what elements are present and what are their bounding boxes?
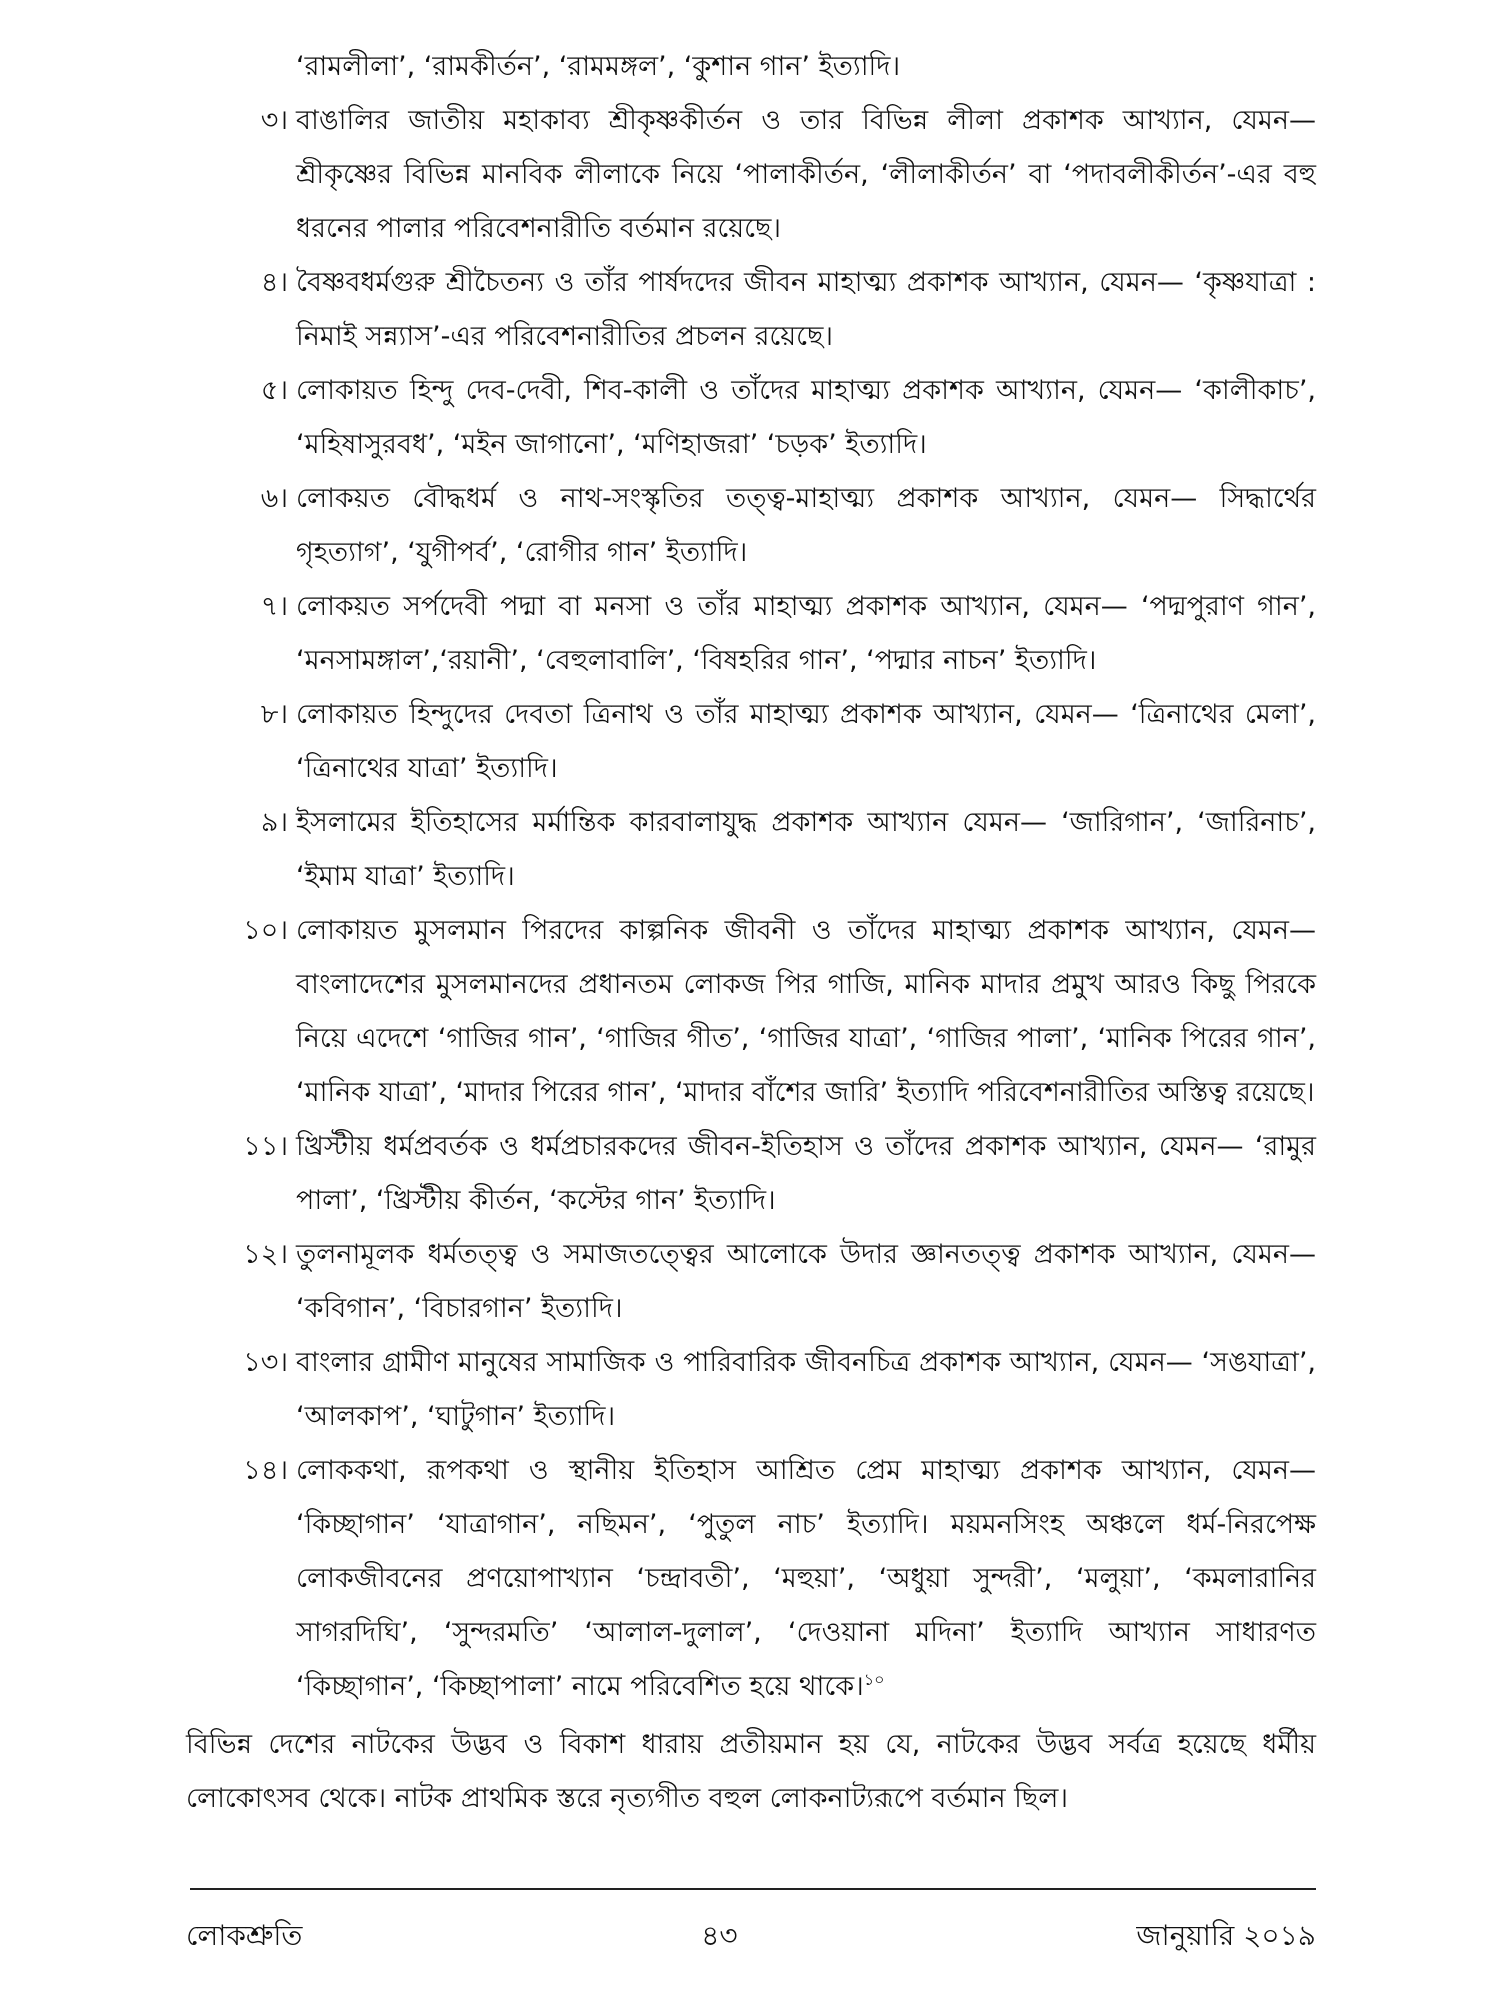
- list-item-number: ১২।: [243, 1239, 288, 1270]
- list-item: [186, 472, 1316, 580]
- list-item-text: লোকায়ত হিন্দু দেব-দেবী, শিব-কালী ও তাঁদের মাহাত্ম্য প্রকাশক আখ্যান, যেমন— ‘কালীকাচ’, ‘মহিষাসুরবধ’, ‘মইন জাগানো’, ‘মণিহাজরা’ ‘চড়ক’ ইত্যাদি।: [296, 375, 1316, 460]
- list-item: [186, 1444, 1316, 1714]
- closing-paragraph: বিভিন্ন দেশের নাটকের উদ্ভব ও বিকাশ ধারায় প্রতীয়মান হয় যে, নাটকের উদ্ভব সর্বত্র হয়েছে ধর্মীয় লোকোৎসব থেকে। নাটক প্রাথমিক স্তরে নৃত্যগীত বহুল লোকনাট্যরূপে বর্তমান ছিল।: [186, 1729, 1316, 1814]
- list-item-number: ৩।: [260, 105, 288, 136]
- list-item: [186, 94, 1316, 256]
- list-item-number: ৬।: [260, 483, 288, 514]
- list-item-text: খ্রিস্টীয় ধর্মপ্রবর্তক ও ধর্মপ্রচারকদের জীবন-ইতিহাস ও তাঁদের প্রকাশক আখ্যান, যেমন— ‘রামুর পালা’, ‘খ্রিস্টীয় কীর্তন, ‘কস্টের গান’ ইত্যাদি।: [296, 1131, 1316, 1216]
- list-item: [186, 364, 1316, 472]
- list-item-text: লোকয়ত সর্পদেবী পদ্মা বা মনসা ও তাঁর মাহাত্ম্য প্রকাশক আখ্যান, যেমন— ‘পদ্মপুরাণ গান’, ‘মনসামঙ্গাল’,‘রয়ানী’, ‘বেহুলাবালি’, ‘বিষহরির গান’, ‘পদ্মার নাচন’ ইত্যাদি।: [296, 591, 1316, 676]
- list-item-number: ১৪।: [243, 1455, 288, 1486]
- list-item-number: ১৩।: [243, 1347, 288, 1378]
- list-item: [186, 580, 1316, 688]
- list-item: [186, 688, 1316, 796]
- list-item-text: লোকয়ত বৌদ্ধধর্ম ও নাথ-সংস্কৃতির তত্ত্ব-মাহাত্ম্য প্রকাশক আখ্যান, যেমন— সিদ্ধার্থের গৃহত্যাগ’, ‘যুগীপর্ব’, ‘রোগীর গান’ ইত্যাদি।: [296, 483, 1316, 568]
- list-item-text: বৈষ্ণবধর্মগুরু শ্রীচৈতন্য ও তাঁর পার্ষদদের জীবন মাহাত্ম্য প্রকাশক আখ্যান, যেমন— ‘কৃষ্ণযাত্রা : নিমাই সন্ন্যাস’-এর পরিবেশনারীতির প্রচলন রয়েছে।: [296, 267, 1316, 352]
- issue-date: জানুয়ারি ২০১৯: [1136, 1918, 1316, 1952]
- list-item: [186, 1336, 1316, 1444]
- page-content: [186, 40, 1316, 1826]
- list-item-number: ৫।: [260, 375, 288, 406]
- journal-name: লোকশ্রুতি: [186, 1918, 303, 1952]
- list-item: [186, 1120, 1316, 1228]
- list-item: [186, 1228, 1316, 1336]
- list-item-text: ইসলামের ইতিহাসের মর্মান্তিক কারবালাযুদ্ধ প্রকাশক আখ্যান যেমন— ‘জারিগান’, ‘জারিনাচ’, ‘ইমাম যাত্রা’ ইত্যাদি।: [296, 807, 1316, 892]
- continued-line: ‘রামলীলা’, ‘রামকীর্তন’, ‘রামমঙ্গল’, ‘কুশান গান’ ইত্যাদি।: [296, 51, 901, 82]
- page-number: ৪৩: [701, 1918, 738, 1952]
- list-item-number: ৪।: [260, 267, 288, 298]
- list-item: [186, 904, 1316, 1120]
- footnote-marker: ১০: [863, 1670, 885, 1689]
- list-item-number: ৯।: [260, 807, 288, 838]
- list-item-number: ১০।: [243, 915, 288, 946]
- list-item-text: বাঙালির জাতীয় মহাকাব্য শ্রীকৃষ্ণকীর্তন ও তার বিভিন্ন লীলা প্রকাশক আখ্যান, যেমন— শ্রীকৃষ্ণের বিভিন্ন মানবিক লীলাকে নিয়ে ‘পালাকীর্তন, ‘লীলাকীর্তন’ বা ‘পদাবলীকীর্তন’-এর বহু ধরনের পালার পরিবেশনারীতি বর্তমান রয়েছে।: [296, 105, 1316, 244]
- list-item-number: ১১।: [243, 1131, 288, 1162]
- list-item: [186, 796, 1316, 904]
- list-item-number: ৮।: [260, 699, 288, 730]
- list-item-text: লোকায়ত হিন্দুদের দেবতা ত্রিনাথ ও তাঁর মাহাত্ম্য প্রকাশক আখ্যান, যেমন— ‘ত্রিনাথের মেলা’, ‘ত্রিনাথের যাত্রা’ ইত্যাদি।: [296, 699, 1316, 784]
- page-footer: [186, 1912, 1316, 1962]
- list-item-text: তুলনামূলক ধর্মতত্ত্ব ও সমাজতত্ত্বের আলোকে উদার জ্ঞানতত্ত্ব প্রকাশক আখ্যান, যেমন— ‘কবিগান’, ‘বিচারগান’ ইত্যাদি।: [296, 1239, 1316, 1324]
- list-item-text: [296, 1444, 1316, 1714]
- list-item-body: লোককথা, রূপকথা ও স্থানীয় ইতিহাস আশ্রিত প্রেম মাহাত্ম্য প্রকাশক আখ্যান, যেমন— ‘কিচ্ছাগান’ ‘যাত্রাগান’, নছিমন’, ‘পুতুল নাচ’ ইত্যাদি। ময়মনসিংহ অঞ্চলে ধর্ম-নিরপেক্ষ লোকজীবনের প্রণয়োপাখ্যান ‘চন্দ্রাবতী’, ‘মহুয়া’, ‘অধুয়া সুন্দরী’, ‘মলুয়া’, ‘কমলারানির সাগরদিঘি’, ‘সুন্দরমতি’ ‘আলাল-দুলাল’, ‘দেওয়ানা মদিনা’ ইত্যাদি আখ্যান সাধারণত ‘কিচ্ছাগান’, ‘কিচ্ছাপালা’ নামে পরিবেশিত হয়ে থাকে।: [296, 1455, 1316, 1702]
- footer-divider: [190, 1888, 1316, 1890]
- list-item: [186, 256, 1316, 364]
- list-item-number: ৭।: [260, 591, 288, 622]
- list-item-text: লোকায়ত মুসলমান পিরদের কাল্পনিক জীবনী ও তাঁদের মাহাত্ম্য প্রকাশক আখ্যান, যেমন— বাংলাদেশের মুসলমানদের প্রধানতম লোকজ পির গাজি, মানিক মাদার প্রমুখ আরও কিছু পিরকে নিয়ে এদেশে ‘গাজির গান’, ‘গাজির গীত’, ‘গাজির যাত্রা’, ‘গাজির পালা’, ‘মানিক পিরের গান’, ‘মানিক যাত্রা’, ‘মাদার পিরের গান’, ‘মাদার বাঁশের জারি’ ইত্যাদি পরিবেশনারীতির অস্তিত্ব রয়েছে।: [296, 915, 1316, 1108]
- list-item-text: বাংলার গ্রামীণ মানুষের সামাজিক ও পারিবারিক জীবনচিত্র প্রকাশক আখ্যান, যেমন— ‘সঙযাত্রা’, ‘আলকাপ’, ‘ঘাটুগান’ ইত্যাদি।: [296, 1347, 1316, 1432]
